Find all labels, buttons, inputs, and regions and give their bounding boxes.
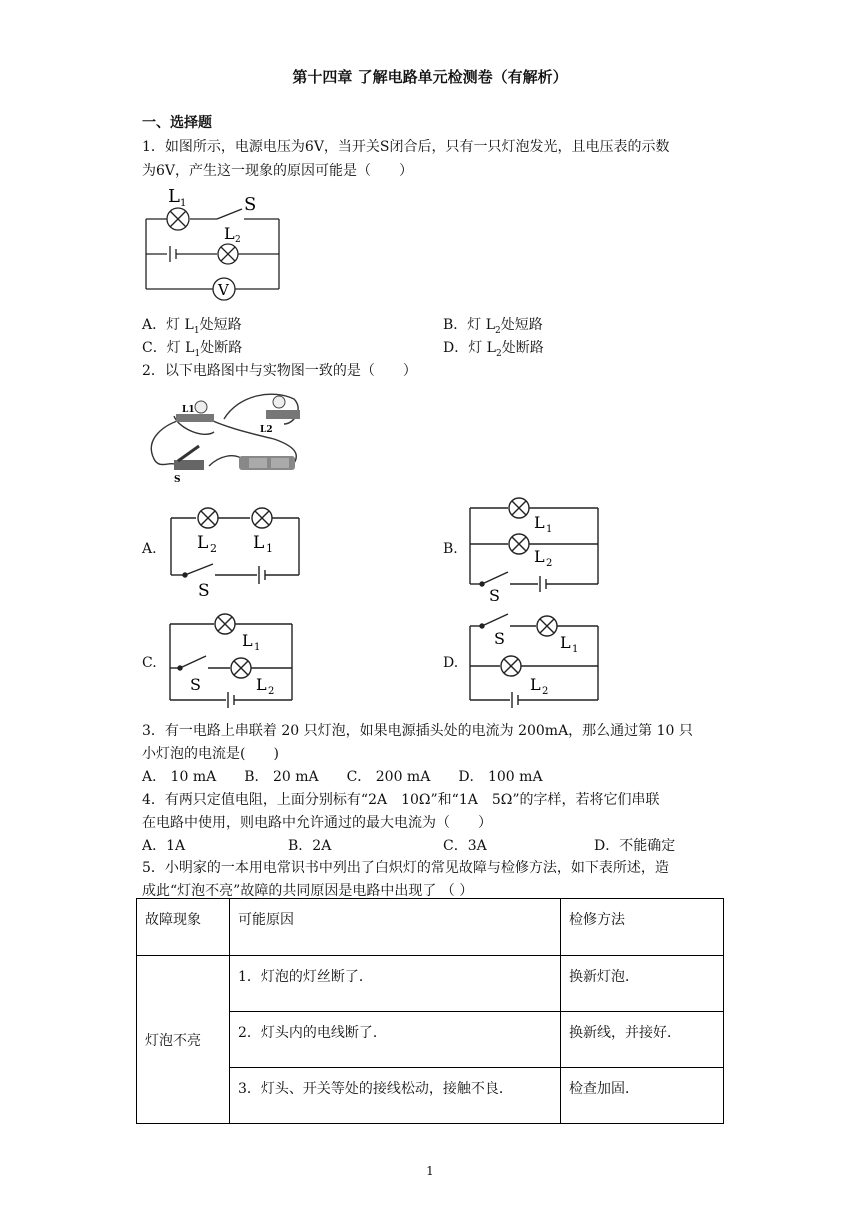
q1-label-l2-sub: 2 [235, 235, 241, 245]
q2-b-label-l1-sub: 1 [546, 524, 553, 535]
q2-c-label-l2-sub: 2 [268, 686, 275, 697]
table-header-row [137, 899, 724, 956]
q2-option-c-label: C. [142, 655, 157, 671]
q2-b-label-l2-sub: 2 [546, 558, 553, 569]
q2-d-label-s: S [494, 629, 505, 648]
q4-option-a: A．1A [142, 838, 186, 854]
q2-option-c-diagram [164, 606, 299, 712]
table-cell: 2．灯头内的电线断了． [230, 1012, 561, 1068]
table-cell: 1．灯泡的灯丝断了． [230, 956, 561, 1012]
q4-option-c: C．3A [443, 838, 487, 854]
q2-d-label-l1-sub: 1 [572, 644, 579, 655]
q2-option-b-diagram [464, 492, 604, 604]
q2-a-label-l2-sub: 2 [210, 542, 217, 555]
q2-option-a-diagram [165, 500, 305, 600]
q1-label-l1-sub: 1 [180, 198, 187, 209]
q4-option-b: B．2A [288, 838, 332, 854]
q4-text-line2: 在电路中使用，则电路中允许通过的最大电流为（ ） [142, 815, 492, 831]
table-cell: 换新线，并接好． [561, 1012, 724, 1068]
section-heading: 一、选择题 [142, 115, 212, 131]
table-cell: 换新灯泡． [561, 956, 724, 1012]
q1-option-b: B．灯 $L_2$处短路 [443, 317, 543, 336]
q4-option-d: D．不能确定 [594, 838, 676, 854]
q2-b-label-l2: L [534, 547, 545, 566]
q1-label-l2: L [224, 224, 235, 243]
q1-voltmeter-label: V [218, 281, 229, 299]
q2-b-label-s: S [489, 586, 500, 604]
q3-text-line1: 3．有一电路上串联着 20 只灯泡，如果电源插头处的电流为 200mA，那么通过第 10 只 [142, 723, 693, 739]
q1-circuit-figure [142, 182, 292, 302]
q2-option-d-label: D. [443, 655, 459, 671]
q2-photo-label-l2: L2 [260, 425, 273, 435]
q5-text-line2: 成此“灯泡不亮”故障的共同原因是电路中出现了 （ ） [142, 883, 474, 899]
page-number: 1 [426, 1164, 434, 1178]
q2-c-label-l1-sub: 1 [254, 642, 261, 653]
q1-label-l1: L [168, 186, 180, 207]
q2-physical-circuit-photo [144, 384, 304, 484]
q1-option-d: D．灯 $L_2$处断路 [443, 340, 544, 359]
q1-text-line1: 1．如图所示，电源电压为6V，当开关S闭合后，只有一只灯泡发光，且电压表的示数 [142, 139, 670, 155]
q1-option-c: C．灯 $L_1$处断路 [142, 340, 243, 359]
q2-d-label-l2: L [530, 675, 541, 694]
q2-c-label-s: S [190, 675, 201, 694]
q1-option-a: A．灯 $L_1$处短路 [142, 317, 242, 336]
q1-label-s: S [244, 194, 257, 215]
table-cell-phenomenon: 灯泡不亮 [137, 956, 230, 1124]
q2-d-label-l1: L [560, 633, 571, 652]
q3-text-line2: 小灯泡的电流是( ) [142, 746, 279, 762]
q2-a-label-s: S [198, 581, 210, 600]
q2-text-line1: 2．以下电路图中与实物图一致的是（ ） [142, 363, 417, 379]
q2-option-d-diagram [464, 604, 604, 714]
q2-option-a-label: A. [142, 541, 157, 557]
q2-photo-label-l1: L1 [182, 405, 195, 415]
table-cell: 检查加固． [561, 1068, 724, 1124]
q2-a-label-l1-sub: 1 [266, 542, 273, 555]
q4-text-line1: 4．有两只定值电阻，上面分别标有“2A 10Ω”和“1A 5Ω”的字样，若将它们串联 [142, 792, 660, 808]
table-header: 检修方法 [561, 899, 724, 956]
table-row [137, 956, 724, 1012]
table-header: 故障现象 [137, 899, 230, 956]
q5-text-line1: 5．小明家的一本用电常识书中列出了白炽灯的常见故障与检修方法，如下表所述，造 [142, 860, 669, 876]
q2-a-label-l1: L [253, 533, 265, 553]
table-cell: 3．灯头、开关等处的接线松动，接触不良． [230, 1068, 561, 1124]
q2-c-label-l2: L [256, 675, 267, 694]
q2-photo-label-s: S [174, 475, 181, 484]
q2-a-label-l2: L [197, 533, 209, 553]
q3-options: A． 10 mA B． 20 mA C． 200 mA D． 100 mA [142, 769, 543, 785]
page-title: 第十四章 了解电路单元检测卷（有解析） [292, 68, 568, 86]
q2-b-label-l1: L [534, 513, 545, 532]
table-header: 可能原因 [230, 899, 561, 956]
fault-table [136, 898, 724, 1124]
q2-d-label-l2-sub: 2 [542, 686, 549, 697]
q2-option-b-label: B. [443, 541, 458, 557]
q2-c-label-l1: L [242, 631, 253, 650]
q1-text-line2: 为6V，产生这一现象的原因可能是（ ） [142, 163, 414, 179]
